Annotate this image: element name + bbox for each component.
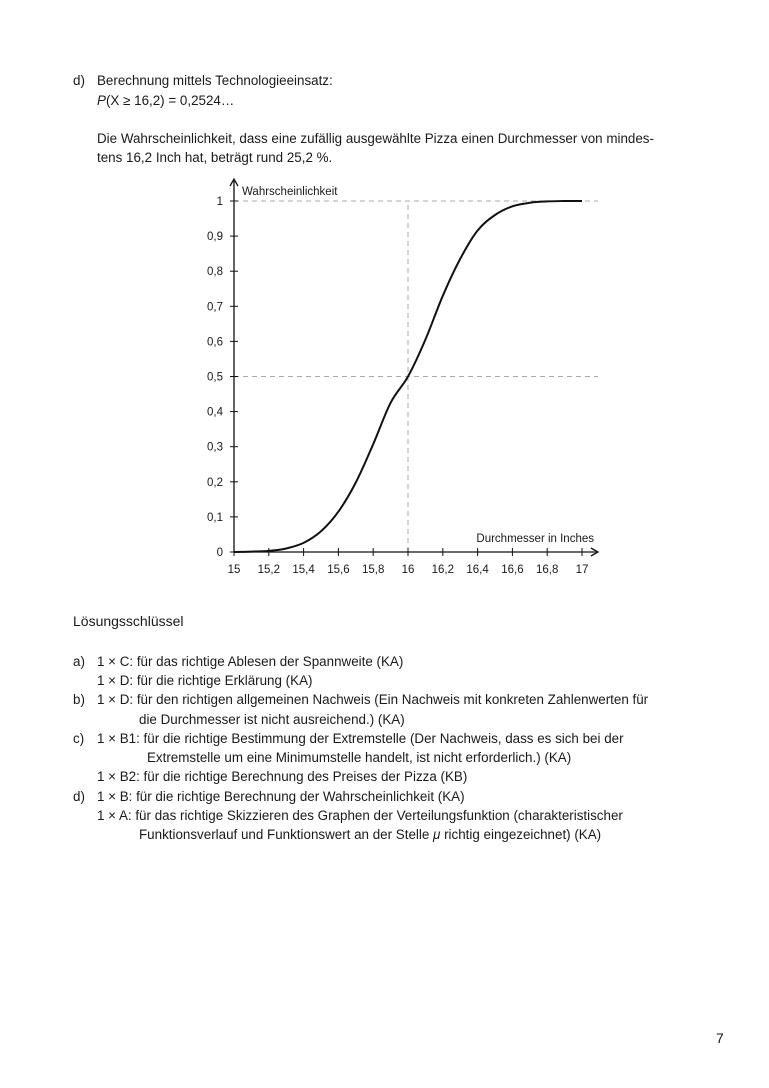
section-d-label: d): [73, 73, 85, 88]
answer-d-line-2: 1 × A: für das richtige Skizzieren des Graphen der Verteilungsfunktion (charakteristischer: [97, 808, 623, 823]
distribution-function-chart: [0, 170, 769, 590]
y-tick-label: 1: [216, 196, 223, 208]
x-tick-label: 15,2: [257, 564, 280, 576]
page-number: 7: [716, 1030, 724, 1046]
ticks: [207, 196, 588, 576]
y-tick-label: 0,7: [207, 301, 223, 314]
y-tick-label: 0,1: [207, 511, 223, 524]
answer-c-label: c): [73, 731, 85, 746]
answer-a-line-1: 1 × C: für das richtige Ablesen der Spannweite (KA): [97, 654, 404, 669]
answer-b-line-2: die Durchmesser ist nicht ausreichend.) (KA): [139, 712, 405, 727]
answer-key-title: Lösungsschlüssel: [73, 613, 184, 629]
y-tick-label: 0,8: [207, 266, 223, 279]
y-tick-label: 0,6: [207, 336, 223, 349]
x-tick-label: 17: [575, 564, 589, 576]
mu-symbol: μ: [433, 827, 441, 842]
answer-b-label: b): [73, 692, 85, 707]
answer-d-line-3-start: Funktionsverlauf und Funktionswert an der Stelle: [139, 827, 434, 842]
section-d-heading: Berechnung mittels Technologieeinsatz:: [97, 73, 333, 88]
reference-lines: [234, 201, 598, 552]
y-tick-label: 0: [216, 547, 223, 559]
formula-rest: (X ≥ 16,2) = 0,2524…: [105, 93, 235, 108]
answer-a-line-2: 1 × D: für die richtige Erklärung (KA): [97, 673, 313, 688]
x-tick-label: 16,4: [466, 564, 489, 576]
answer-d-line-3-end: richtig eingezeichnet) (KA): [440, 827, 602, 842]
y-axis-label: Wahrscheinlichkeit: [242, 186, 338, 198]
x-tick-label: 15,4: [292, 564, 315, 576]
x-tick-label: 16,6: [501, 564, 524, 576]
answer-d-line-3: [139, 825, 601, 845]
x-tick-label: 16,2: [431, 564, 454, 576]
answer-a-label: a): [73, 654, 85, 669]
y-tick-label: 0,4: [207, 406, 223, 419]
y-tick-label: 0,2: [207, 476, 223, 489]
section-d-paragraph-line-2: tens 16,2 Inch hat, beträgt rund 25,2 %.: [97, 150, 333, 165]
x-tick-label: 16: [401, 564, 415, 576]
x-axis-label: Durchmesser in Inches: [476, 533, 594, 545]
y-tick-label: 0,5: [207, 371, 223, 384]
probability-formula: [97, 91, 234, 111]
section-d-paragraph-line-1: Die Wahrscheinlichkeit, dass eine zufällig ausgewählte Pizza einen Durchmesser von mindes-: [97, 131, 654, 146]
axes: [230, 179, 598, 556]
y-tick-label: 0,9: [207, 231, 223, 244]
y-tick-label: 0,3: [207, 441, 223, 454]
answer-d-label: d): [73, 789, 85, 804]
answer-c-line-3: 1 × B2: für die richtige Berechnung des Preises der Pizza (KB): [97, 769, 468, 784]
answer-c-line-2: Extremstelle um eine Minimumstelle handelt, ist nicht erforderlich.) (KA): [147, 750, 572, 765]
answer-c-line-1: 1 × B1: für die richtige Bestimmung der Extremstelle (Der Nachweis, dass es sich bei der: [97, 731, 624, 746]
x-tick-label: 15: [227, 564, 241, 576]
x-tick-label: 16,8: [536, 564, 559, 576]
answer-d-line-1: 1 × B: für die richtige Berechnung der Wahrscheinlichkeit (KA): [97, 789, 465, 804]
x-tick-label: 15,8: [362, 564, 385, 576]
formula-p: P: [97, 93, 106, 108]
answer-b-line-1: 1 × D: für den richtigen allgemeinen Nachweis (Ein Nachweis mit konkreten Zahlenwerten für: [97, 692, 649, 707]
x-tick-label: 15,6: [327, 564, 350, 576]
